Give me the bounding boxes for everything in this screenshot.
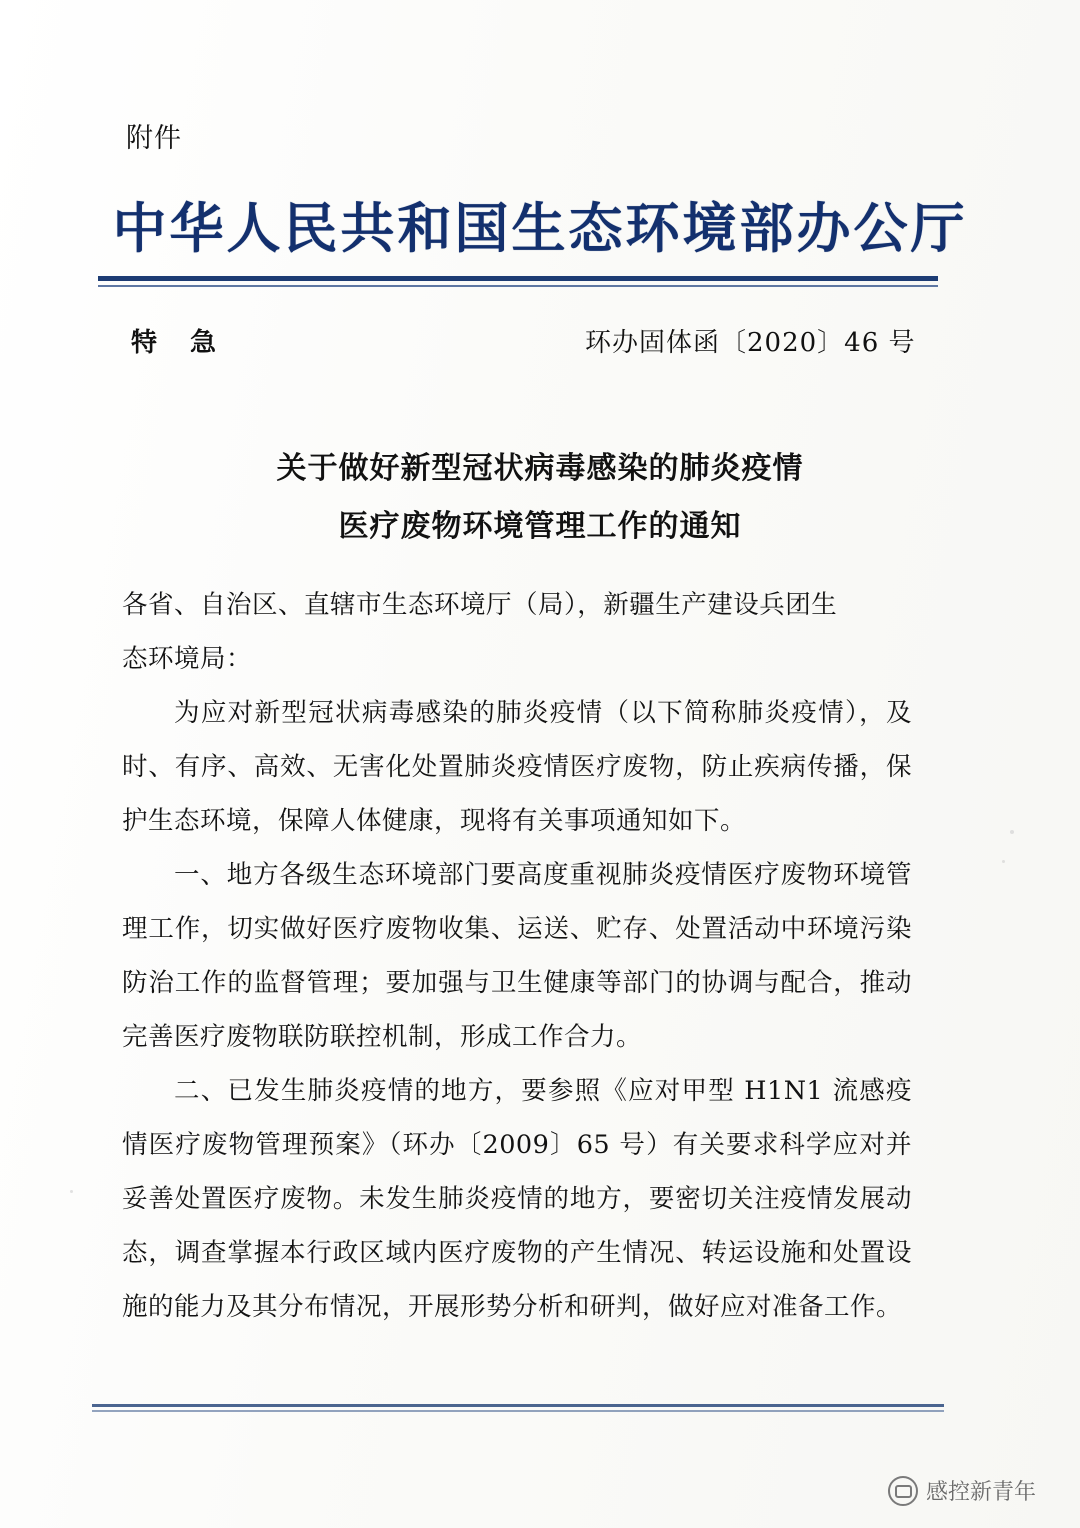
document-title: [0, 440, 1080, 556]
footer-divider-thick: [92, 1404, 944, 1407]
scan-speck: [70, 1190, 73, 1193]
urgency-marker: 特 急: [131, 328, 229, 358]
document-body: [122, 578, 912, 1334]
document-title-line-1: 关于做好新型冠状病毒感染的肺炎疫情: [276, 451, 804, 486]
issuing-organization-title: 中华人民共和国生态环境部办公厅: [112, 196, 968, 260]
recipient-line-1: 各省、自治区、直辖市生态环境厅（局），新疆生产建设兵团生: [122, 590, 838, 620]
recipient-line-2: 态环境局：: [122, 644, 253, 674]
watermark: [888, 1475, 1036, 1506]
body-paragraph-1: 为应对新型冠状病毒感染的肺炎疫情（以下简称肺炎疫情），及时、有序、高效、无害化处置肺炎疫情医疗废物，防止疾病传播，保护生态环境，保障人体健康，现将有关事项通知如下。: [122, 698, 912, 836]
body-paragraph-3: 二、已发生肺炎疫情的地方，要参照《应对甲型 H1N1 流感疫情医疗废物管理预案》（环办〔2009〕65 号）有关要求科学应对并妥善处置医疗废物。未发生肺炎疫情的地方，要密切关注疫情发展动态，调查掌握本行政区域内医疗废物的产生情况、转运设施和处置设施的能力及其分布情况，开展形势分析和研判，做好应对准备工作。: [122, 1076, 912, 1322]
footer-divider-thin: [92, 1410, 944, 1412]
header-divider-thick: [98, 276, 938, 281]
attachment-label: 附件: [126, 123, 182, 154]
document-title-line-2: 医疗废物环境管理工作的通知: [338, 509, 742, 544]
watermark-label: 感控新青年: [925, 1479, 1036, 1504]
body-paragraph-2: 一、地方各级生态环境部门要高度重视肺炎疫情医疗废物环境管理工作，切实做好医疗废物收集、运送、贮存、处置活动中环境污染防治工作的监督管理；要加强与卫生健康等部门的协调与配合，推动完善医疗废物联防联控机制，形成工作合力。: [122, 860, 912, 1052]
document-number: 环办固体函〔2020〕46 号: [585, 328, 916, 358]
scan-speck: [1010, 830, 1014, 834]
header-divider-thin: [98, 285, 938, 287]
wechat-icon: [888, 1476, 918, 1506]
scan-speck: [1002, 860, 1005, 863]
